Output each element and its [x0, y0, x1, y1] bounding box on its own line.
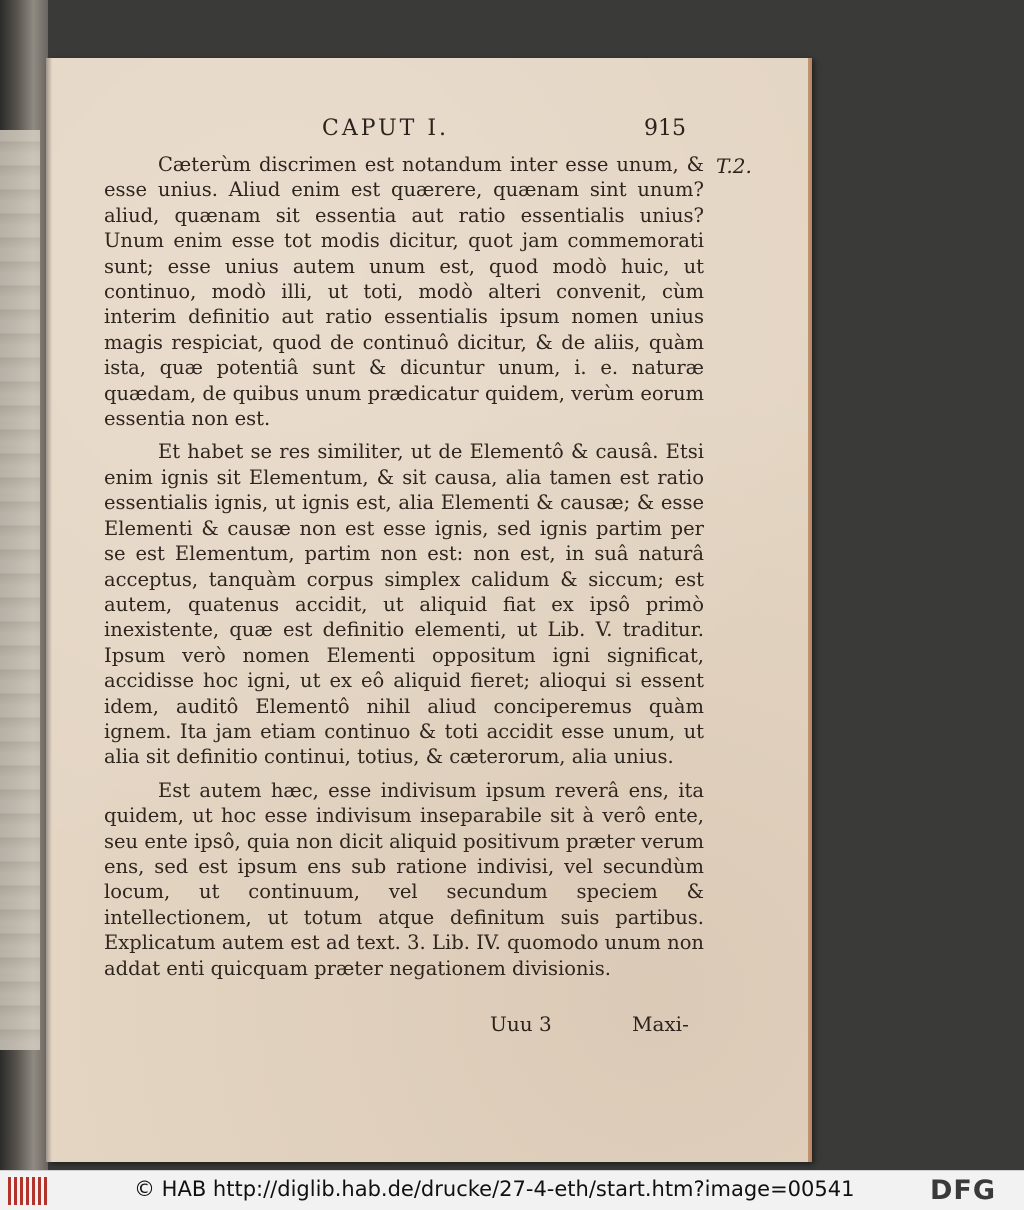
- credit-bar: [0, 1170, 1024, 1210]
- body-text: [104, 152, 704, 981]
- page-gutter: [46, 58, 52, 1162]
- margin-note: T.2.: [716, 154, 752, 178]
- paragraph: Cæterùm discrimen est notandum inter esse unum, & esse unius. Aliud enim est quærere, quænam sint unum? aliud, quænam sit essentia aut ratio essentialis unius? Unum enim esse tot modis dicitur, quot jam commemorati sunt; esse unius autem unum est, quod modò huic, ut continuo, modò illi, ut toti, modò alteri convenit, cùm interim definitio aut ratio essentialis ipsum nomen unius magis respiciat, quod de continuô dicitur, & de aliis, quàm ista, quæ potentiâ sunt & dicuntur unum, i. e. naturæ quædam, de quibus unum prædicatur quidem, verùm eorum essentia non est.: [104, 153, 704, 431]
- page-header: [0, 116, 1024, 148]
- paragraph: Et habet se res similiter, ut de Elementô & causâ. Etsi enim ignis sit Elementum, & sit causa, alia tamen est ratio essentialis ignis, ut ignis est, alia Elementi & causæ; & esse Elementi & causæ non est esse ignis, sed ignis partim per se est Elementum, partim non est: non est, in suâ naturâ acceptus, tanquàm corpus simplex calidum & siccum; est autem, quatenus accidit, ut aliquid fiat ex ipsô primò inexistente, quæ est definitio elementi, ut Lib. V. traditur. Ipsum verò nomen Elementi oppositum igni significat, accidisse hoc igni, ut ex eô aliquid fieret; alioqui si essent idem, auditô Elementô nihil aliud conciperemus quàm ignem. Ita jam etiam continuo & toti accidit esse unum, ut alia sit definitio continui, totius, & cæterorum, alia unius.: [104, 440, 704, 769]
- signature-mark: Uuu 3: [490, 1012, 552, 1036]
- previous-page-edge: [0, 130, 40, 1050]
- paragraph: Est autem hæc, esse indivisum ipsum reverâ ens, ita quidem, ut hoc esse indivisum inseparabile sit à verô ente, seu ente ipsô, quia non dicit aliquid positivum præter verum ens, sed est ipsum ens sub ratione indivisi, vel secundùm locum, ut continuum, vel secundum speciem & intellectionem, ut totum atque definitum suis partibus. Explicatum autem est ad text. 3. Lib. IV. quomodo unum non addat enti quicquam præter negationem divisionis.: [104, 778, 704, 980]
- dfg-logo: DFG: [930, 1175, 997, 1206]
- credit-link[interactable]: © HAB http://diglib.hab.de/drucke/27-4-eth/start.htm?image=00541: [134, 1177, 855, 1201]
- catchword: Maxi-: [632, 1012, 689, 1036]
- running-head: CAPUT I.: [322, 116, 450, 141]
- page-footer: [0, 1012, 1024, 1042]
- page-number: 915: [644, 116, 686, 141]
- hab-barcode-logo-icon: [8, 1177, 48, 1205]
